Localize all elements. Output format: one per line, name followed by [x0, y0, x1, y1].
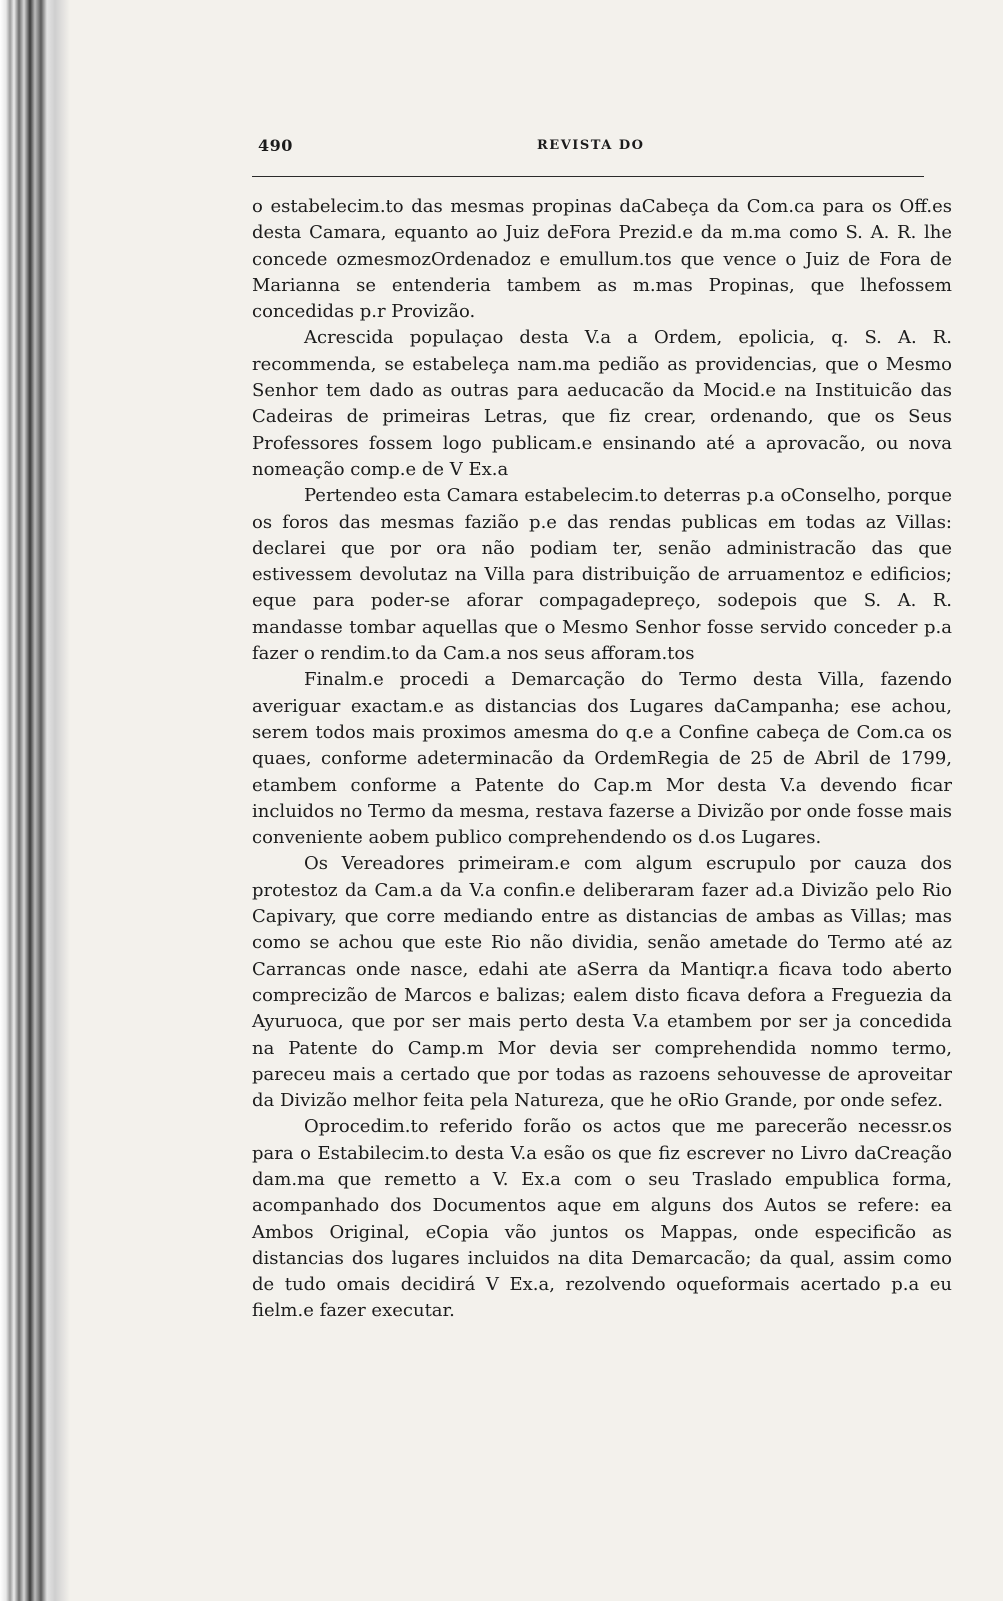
body-text — [252, 194, 952, 1325]
document-page — [252, 132, 952, 1322]
paragraph-2: Acrescida populaçao desta V.a a Ordem, epolicia, q. S. A. R. recommenda, se estabeleça nam.ma pedião as providencias, que o Mesmo Senhor tem dado as outras para aeducacão da Mocid.e na Instituicão das Cadeiras de primeiras Letras, que fiz crear, ordenando, que os Seus Professores fossem logo publicam.e ensinando até a aprovacão, ou nova nomeação comp.e de V Ex.a — [252, 327, 952, 480]
paragraph-3: Pertendeo esta Camara estabelecim.to deterras p.a oConselho, porque os foros das mesmas fazião p.e das rendas publicas em todas az Villas: declarei que por ora não podiam ter, senão administracão das que estivessem devolutaz na Villa para distribuição de arruamentoz e edificios; eque para poder-se aforar compagadepreço, sodepois que S. A. R. mandasse tombar aquellas que o Mesmo Senhor fosse servido conceder p.a fazer o rendim.to da Cam.a nos seus afforam.tos — [252, 485, 952, 665]
paragraph-6: Oprocedim.to referido forão os actos que me parecerão necessr.os para o Estabilecim.to desta V.a esão os que fiz escrever no Livro daCreação dam.ma que remetto a V. Ex.a com o seu Traslado empublica forma, acompanhado dos Documentos aque em alguns dos Autos se refere: ea Ambos Original, eCopia vão juntos os Mappas, onde especificão as distancias dos lugares incluidos na dita Demarcacão; da qual, assim como de tudo omais decidirá V Ex.a, rezolvendo oqueformais acertado p.a eu fielm.e fazer executar. — [252, 1116, 952, 1322]
paragraph-1: o estabelecim.to das mesmas propinas daCabeça da Com.ca para os Off.es desta Camara, equanto ao Juiz deFora Prezid.e da m.ma como S. A. R. lhe concede ozmesmozOrdenadoz e emullum.tos que vence o Juiz de Fora de Marianna se entenderia tambem as m.mas Propinas, que lhefossem concedidas p.r Provizão. — [252, 196, 952, 323]
page-header — [252, 132, 952, 158]
paragraph-4: Finalm.e procedi a Demarcação do Termo desta Villa, fazendo averiguar exactam.e as distancias dos Lugares daCampanha; ese achou, serem todos mais proximos amesma do q.e a Confine cabeça de Com.ca os quaes, conforme adeterminacão da OrdemRegia de 25 de Abril de 1799, etambem conforme a Patente do Cap.m Mor desta V.a devendo ficar incluidos no Termo da mesma, restava fazerse a Divizão por onde fosse mais conveniente aobem publico comprehendendo os d.os Lugares. — [252, 669, 952, 849]
header-rule — [252, 176, 924, 177]
paragraph-5: Os Vereadores primeiram.e com algum escrupulo por cauza dos protestoz da Cam.a da V.a confin.e deliberaram fazer ad.a Divizão pelo Rio Capivary, que corre mediando entre as distancias de ambas as Villas; mas como se achou que este Rio não dividia, senão ametade do Termo até az Carrancas onde nasce, edahi ate aSerra da Mantiqr.a ficava todo aberto comprecizão de Marcos e balizas; ealem disto ficava defora a Freguezia da Ayuruoca, que por ser mais perto desta V.a etambem por ser ja concedida na Patente do Camp.m Mor devia ser comprehendida nommo termo, pareceu mais a certado que por todas as razoens sehouvesse de aproveitar da Divizão melhor feita pela Natureza, que he oRio Grande, por onde sefez. — [252, 853, 952, 1112]
page-number: 490 — [258, 136, 293, 155]
running-head: REVISTA DO — [537, 138, 645, 153]
book-binding-edge — [0, 0, 70, 1601]
